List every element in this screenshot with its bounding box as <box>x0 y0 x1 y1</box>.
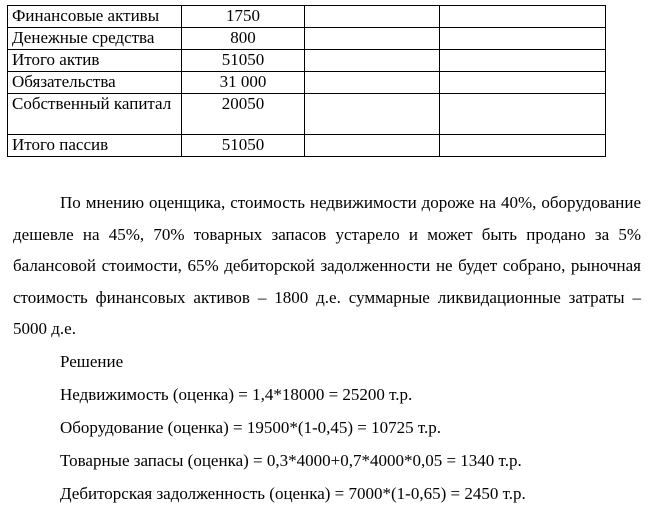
table-row <box>8 50 606 72</box>
row-value: 51050 <box>182 50 305 72</box>
empty-cell <box>305 28 440 50</box>
empty-cell <box>440 72 606 94</box>
empty-cell <box>440 28 606 50</box>
table-row <box>8 135 606 157</box>
row-label: Обязательства <box>8 72 182 94</box>
calc-line: Недвижимость (оценка) = 1,4*18000 = 25200 т.р. <box>60 385 413 404</box>
row-value: 800 <box>182 28 305 50</box>
row-label: Собственный капитал <box>8 94 182 135</box>
row-value: 51050 <box>182 135 305 157</box>
calc-line: Товарные запасы (оценка) = 0,3*4000+0,7*4000*0,05 = 1340 т.р. <box>60 451 522 470</box>
row-label: Итого пассив <box>8 135 182 157</box>
row-value: 31 000 <box>182 72 305 94</box>
row-label: Денежные средства <box>8 28 182 50</box>
row-label: Итого актив <box>8 50 182 72</box>
table-row <box>8 6 606 28</box>
row-value: 1750 <box>182 6 305 28</box>
calc-line: Оборудование (оценка) = 19500*(1-0,45) = 10725 т.р. <box>60 418 442 437</box>
empty-cell <box>305 94 440 135</box>
empty-cell <box>305 6 440 28</box>
row-value: 20050 <box>182 94 305 135</box>
empty-cell <box>440 6 606 28</box>
empty-cell <box>440 94 606 135</box>
empty-cell <box>440 135 606 157</box>
empty-cell <box>305 135 440 157</box>
table-row <box>8 28 606 50</box>
row-label: Финансовые активы <box>8 6 182 28</box>
empty-cell <box>440 50 606 72</box>
table-row <box>8 72 606 94</box>
solution-heading: Решение <box>60 352 124 371</box>
table-row <box>8 94 606 135</box>
empty-cell <box>305 72 440 94</box>
calc-line: Дебиторская задолженность (оценка) = 7000*(1-0,65) = 2450 т.р. <box>60 484 526 503</box>
balance-table <box>7 5 606 157</box>
empty-cell <box>305 50 440 72</box>
assessment-paragraph: По мнению оценщика, стоимость недвижимости дороже на 40%, оборудование дешевле на 45%, 70% товарных запасов устарело и может быть продано за 5% балансовой стоимости, 65% дебиторской задолженности не будет собрано, рыночная стоимость финансовых активов – 1800 д.е. суммарные ликвидационные затраты – 5000 д.е. <box>13 193 641 338</box>
